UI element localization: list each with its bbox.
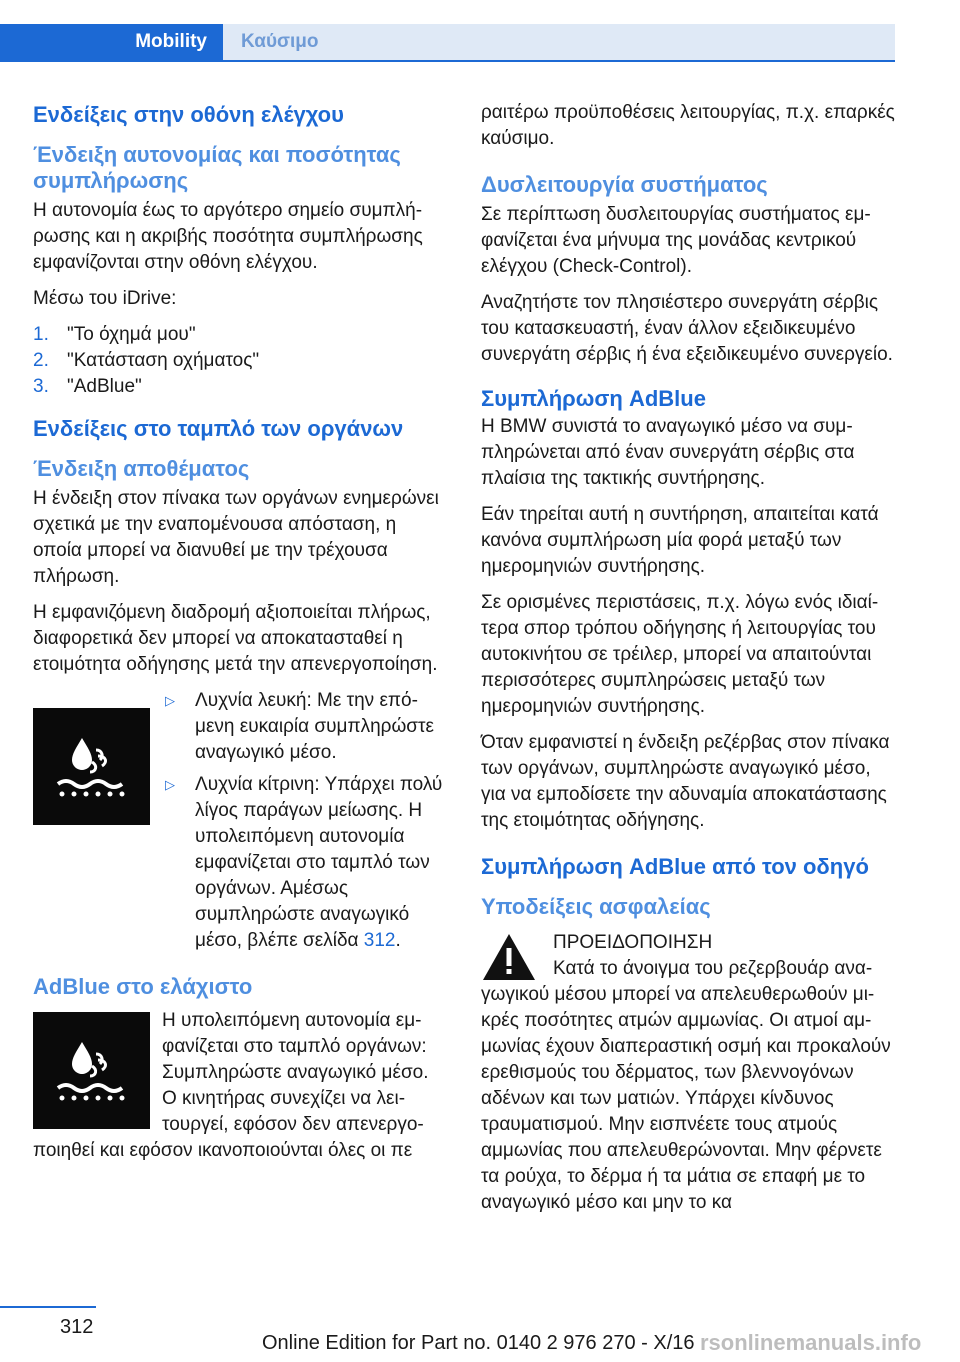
heading-display: Ενδείξεις στην οθόνη ελέγχου (33, 102, 344, 127)
paragraph-refill-3: Σε ορισμένες περιστάσεις, π.χ. λόγω ενός ιδιαίτερα σπορ τρόπου οδήγησης ή λειτουργίας του αυτοκινήτου σε τρέιλερ, μπορεί να απαιτούνται περισσότερες συμπληρώσεις μεταξύ των ημερομηνιών συντήρησης. (481, 592, 879, 717)
warning-triangle-icon (481, 932, 537, 982)
warning-title: ΠΡΟΕΙΔΟΠΟΙΗΣΗ (553, 932, 713, 953)
heading-minimum: AdBlue στο ελάχιστο (33, 974, 253, 999)
page-number: 312 (60, 1316, 94, 1338)
heading-fault: Δυσλειτουργία συστήματος (481, 172, 768, 197)
paragraph-continued: ραιτέρω προϋποθέσεις λειτουργίας, π.χ. επαρκές καύσιμο. (481, 102, 895, 149)
bullet-white-light: ▷ Λυχνία λευκή: Με την επόμενη ευκαιρία συμπληρώστε αναγωγικό μέσο. (165, 688, 448, 766)
list-item: 1. "Το όχημά μου" (33, 324, 196, 345)
adblue-indicator-icon (33, 1012, 150, 1129)
paragraph-minimum: Η υπολειπόμενη αυτονομία εμφανίζεται στο ταμπλό οργάνων: Συμπληρώστε αναγωγικό μέσο. Ο κινητήρας συνεχίζει να λειτουργεί, εφόσον δεν απενεργοποιηθεί και εφόσον ικανοποιούνται όλες οι πε (33, 1010, 429, 1161)
idrive-steps (33, 322, 448, 400)
heading-safety: Υποδείξεις ασφαλείας (481, 894, 711, 919)
triangle-bullet-icon: ▷ (165, 693, 175, 708)
heading-cluster: Ενδείξεις στο ταμπλό των οργάνων (33, 416, 404, 441)
edition-note: Online Edition for Part no. 0140 2 976 270 - X/16 (262, 1332, 695, 1354)
tab-mobility[interactable]: Mobility (0, 24, 223, 60)
warning-text: Κατά το άνοιγμα του ρεζερβουάρ αναγωγικού μέσου μπορεί να απελευθερωθούν μικρές ποσότητες ατμών αμμωνίας. Οι ατμοί αμμωνίας έχουν διαπεραστική οσμή και προκαλούν ερεθισμούς του δέρματος, των βλεννογόνων αδένων και των ματιών. Υπάρχει κίνδυνος τραυματισμού. Μην εισπνέετε τους ατμούς αμμωνίας που απελευθερώνονται. Μην φέρνετε τα ρούχα, το δέρμα ή τα μάτια σε επαφή με το αναγωγικό μέσο και μην το κα (481, 958, 891, 1213)
heading-driver-refill: Συμπλήρωση AdBlue από τον οδηγό (481, 854, 869, 879)
indicator-block (33, 688, 448, 960)
left-column (33, 100, 448, 1174)
paragraph-refill-4: Όταν εμφανιστεί η ένδειξη ρεζέρβας στον πίνακα των οργάνων, συμπληρώστε αναγωγικό μέσο, για να εμποδίσετε την αδυναμία αποκατάστασης της ετοιμότητας οδήγησης. (481, 732, 890, 831)
paragraph-range: Η αυτονομία έως το αργότερο σημείο συμπλήρωσης και η ακριβής ποσότητα συμπλήρωσης εμφανίζονται στην οθόνη ελέγχου. (33, 200, 423, 273)
header-rule (0, 60, 895, 62)
paragraph-reserve-1: Η ένδειξη στον πίνακα των οργάνων ενημερώνει σχετικά με την εναπομένουσα απόσταση, η οποία μπορεί να διανυθεί με την τρέχουσα πλήρωση. (33, 488, 439, 587)
adblue-indicator-icon (33, 708, 150, 825)
paragraph-fault-1: Σε περίπτωση δυσλειτουργίας συστήματος εμφανίζεται ένα μήνυμα της μονάδας κεντρικού ελέγχου (Check-Control). (481, 204, 871, 277)
heading-range: Ένδειξη αυτονομίας και ποσότητας συμπλήρωσης (33, 142, 401, 193)
indicator-bullets (165, 688, 448, 960)
page-link[interactable]: 312 (363, 930, 396, 951)
list-item: 3. "AdBlue" (33, 376, 142, 397)
paragraph-refill-2: Εάν τηρείται αυτή η συντήρηση, απαιτείται κατά κανόνα συμπλήρωση μία φορά μεταξύ των ημερομηνιών συντήρησης. (481, 504, 879, 577)
paragraph-fault-2: Αναζητήστε τον πλησιέστερο συνεργάτη σέρβις του κατασκευαστή, έναν άλλον εξειδικευμένο συνεργάτη σέρβις ή ένα εξειδικευμένο συνεργείο. (481, 292, 893, 365)
watermark: rsonlinemanuals.info (700, 1330, 922, 1355)
bullet-yellow-light: ▷ Λυχνία κίτρινη: Υπάρχει πολύ λίγος παράγων μείωσης. Η υπολειπόμενη αυτονομία εμφανίζεται στο ταμπλό των οργάνων. Αμέσως συμπληρώστε αναγωγικό μέσο, βλέπε σελίδα 312. (165, 772, 448, 954)
paragraph-via: Μέσω του iDrive: (33, 288, 177, 309)
heading-reserve: Ένδειξη αποθέματος (33, 456, 250, 481)
list-item: 2. "Κατάσταση οχήματος" (33, 350, 260, 371)
header-tabbar (0, 24, 895, 62)
triangle-bullet-icon: ▷ (165, 777, 175, 792)
tab-fuel[interactable]: Καύσιμο (223, 24, 895, 60)
paragraph-reserve-2: Η εμφανιζόμενη διαδρομή αξιοποιείται πλήρως, διαφορετικά δεν μπορεί να αποκατασταθεί η ετοιμότητα οδήγησης μετά την απενεργοποίηση. (33, 602, 438, 675)
paragraph-refill-1: Η BMW συνιστά το αναγωγικό μέσο να συμπληρώνεται από έναν συνεργάτη σέρβις στα πλαίσια της τακτικής συντήρησης. (481, 416, 855, 489)
minimum-block (33, 1008, 448, 1164)
heading-refill: Συμπλήρωση AdBlue (481, 386, 706, 411)
footer-rule (0, 1306, 96, 1308)
right-column (481, 100, 899, 1226)
